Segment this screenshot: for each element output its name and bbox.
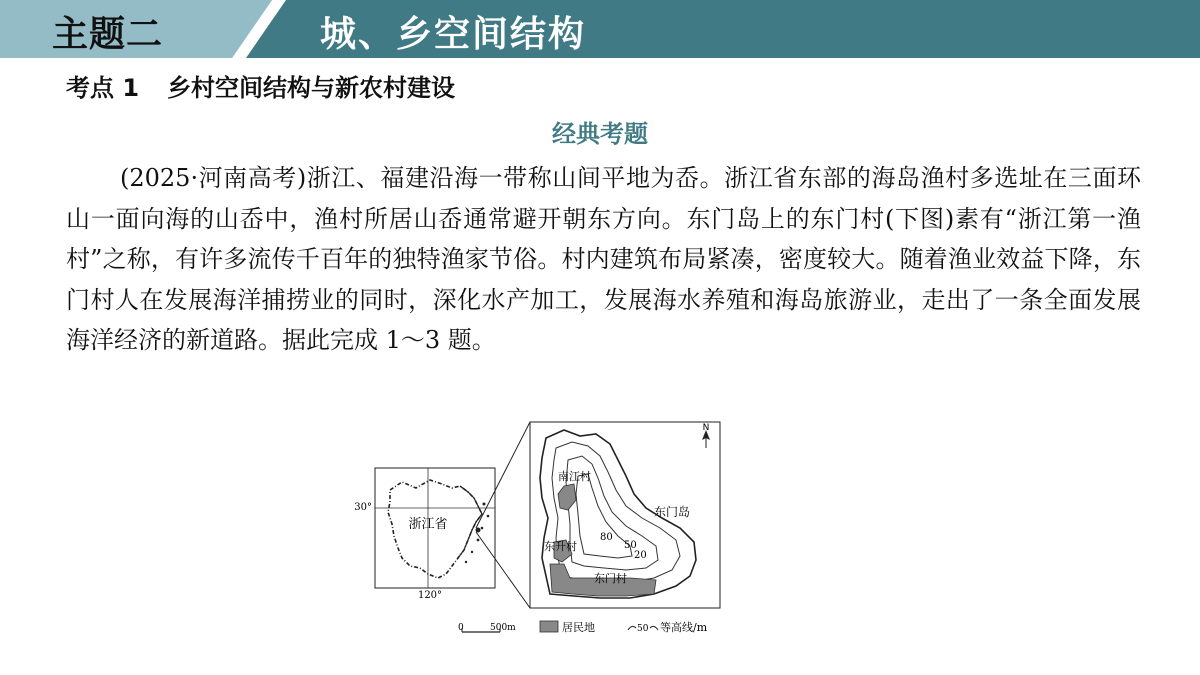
inset-map (354, 468, 495, 601)
map-figure-svg (350, 418, 760, 640)
chapter-title: 城、乡空间结构 (320, 14, 587, 55)
village-label-dongmen: 东门村 (594, 572, 627, 585)
village-label-nanjiang: 南江村 (558, 470, 591, 483)
island-dot (465, 561, 467, 563)
map-figure (350, 418, 760, 644)
map-legend (458, 620, 708, 634)
exam-point-title (66, 68, 455, 103)
header-band-shapes (0, 0, 1200, 58)
contour-label-80: 80 (600, 532, 613, 543)
province-label: 浙江省 (408, 517, 448, 532)
island-name-label: 东门岛 (654, 505, 691, 519)
section-heading: 经典考题 (552, 120, 648, 148)
village-label-dongsheng: 东升村 (544, 540, 577, 553)
settlement-legend-label: 居民地 (562, 621, 595, 634)
exam-point-number: 考点 1 (66, 74, 140, 102)
island-dot (483, 503, 486, 506)
question-paragraph (66, 158, 1141, 361)
settlement-legend-swatch (540, 621, 558, 632)
island-map (530, 422, 720, 608)
contour-legend-value: 50 (637, 624, 649, 634)
contour-legend-line-left (628, 626, 636, 630)
exam-point-text: 乡村空间结构与新农村建设 (167, 74, 456, 102)
longitude-label: 120° (417, 590, 443, 601)
island-dot (487, 515, 490, 518)
contour-label-50: 50 (624, 540, 637, 551)
north-label: N (702, 423, 710, 433)
scale-zero-label: 0 (458, 623, 464, 633)
topic-label: 主题二 (52, 14, 164, 55)
scale-distance-label: 500m (490, 623, 516, 633)
contour-label-20: 20 (634, 550, 647, 561)
island-dot (481, 527, 484, 530)
island-dot (471, 551, 473, 553)
question-body: 浙江、福建沿海一带称山间平地为岙。浙江省东部的海岛渔村多选址在三面环山一面向海的山岙中，渔村所居山岙通常避开朝东方向。东门岛上的东门村(下图)素有“浙江第一渔村”之称，有许多流传千百年的独特渔家节俗。村内建筑布局紧凑，密度较大。随着渔业效益下降，东门村人在发展海洋捕捞业的同时，深化水产加工，发展海水养殖和海岛旅游业，走出了一条全面发展海洋经济的新道路。据此完成 1～3 题。 (66, 164, 1141, 354)
latitude-label: 30° (354, 502, 372, 513)
question-source: (2025·河南高考) (120, 164, 307, 192)
dongmen-island-location-marker (476, 528, 481, 533)
contour-legend-label: 等高线/m (660, 621, 708, 634)
contour-legend-line-right (650, 626, 658, 630)
header-banner (0, 0, 1200, 58)
island-dot (477, 539, 480, 542)
